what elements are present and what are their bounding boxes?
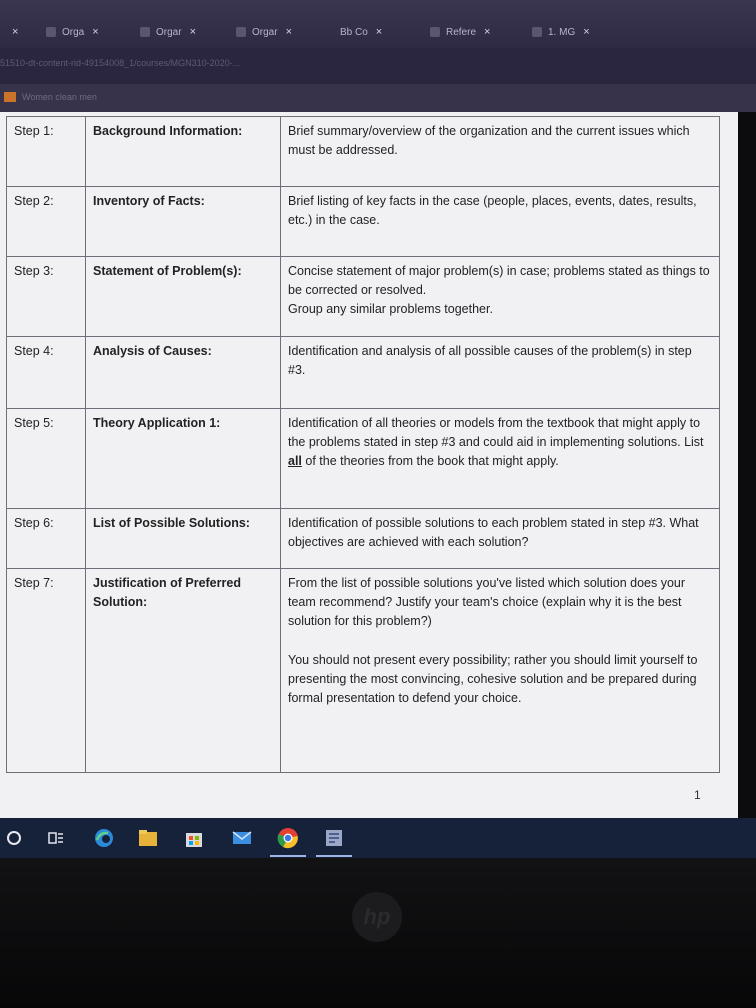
close-icon[interactable]: ×	[583, 26, 590, 38]
url-text: 51510-dt-content-rid-49154008_1/courses/MGN310-2020-...	[0, 58, 241, 68]
browser-tab[interactable]	[46, 22, 99, 42]
tab-favicon-icon	[46, 27, 56, 37]
step-label: Step 6:	[7, 509, 86, 569]
browser-tab[interactable]	[430, 22, 490, 42]
tab-label: Orga	[62, 26, 85, 38]
step-description	[281, 117, 720, 187]
hp-logo: hp	[352, 892, 402, 942]
description-text-part: of the theories from the book that might apply.	[301, 454, 559, 468]
table-row	[7, 409, 720, 509]
case-analysis-table	[6, 116, 720, 773]
table-row	[7, 337, 720, 409]
step-description	[281, 187, 720, 257]
document-page	[0, 112, 738, 818]
close-icon[interactable]: ×	[12, 26, 19, 38]
tab-label: Bb Co	[340, 26, 368, 38]
close-icon[interactable]: ×	[484, 26, 491, 38]
close-icon[interactable]: ×	[285, 26, 292, 38]
tab-favicon-icon	[430, 27, 440, 37]
description-text: Identification and analysis of all possible causes of the problem(s) in step #3.	[288, 344, 692, 377]
active-app-indicator	[270, 855, 306, 857]
table-row	[7, 187, 720, 257]
close-icon[interactable]: ×	[189, 26, 196, 38]
tab-label: Refere	[446, 26, 477, 38]
edge-browser-icon[interactable]	[92, 826, 116, 850]
chrome-icon[interactable]	[276, 826, 300, 850]
bookmark-item[interactable]: Women clean men	[22, 92, 97, 102]
bookmark-folder-icon	[4, 92, 16, 102]
description-text: From the list of possible solutions you've listed which solution does your team recommend? Justify your team's choice (explain why it is the best solution for this problem?)	[288, 576, 686, 628]
description-text	[288, 414, 712, 471]
description-text-part: Identification of all theories or models from the textbook that might apply to the problems stated in step #3 and could aid in implementing solutions. List	[288, 416, 704, 449]
search-circle-icon[interactable]	[2, 826, 26, 850]
browser-tab[interactable]	[236, 22, 292, 42]
description-text: You should not present every possibility; rather you should limit yourself to presenting the most convincing, cohesive solution and be prepared during formal presentation to defend your choice.	[288, 653, 698, 705]
step-label: Step 4:	[7, 337, 86, 409]
step-label: Step 2:	[7, 187, 86, 257]
open-app-indicator	[316, 855, 352, 857]
step-description	[281, 257, 720, 337]
tab-label: 1. MG	[548, 26, 576, 38]
close-icon[interactable]: ×	[375, 26, 383, 38]
document-viewer-icon[interactable]	[322, 826, 346, 850]
browser-tab-bar	[0, 0, 756, 48]
description-text: Group any similar problems together.	[288, 302, 493, 316]
step-title: List of Possible Solutions:	[86, 509, 281, 569]
tab-label: Orgar	[156, 26, 182, 38]
tab-favicon-icon	[140, 27, 150, 37]
description-text: Brief summary/overview of the organization and the current issues which must be addressed.	[288, 124, 690, 157]
step-description	[281, 509, 720, 569]
description-text: Identification of possible solutions to each problem stated in step #3. What objectives are achieved with each solution?	[288, 516, 699, 549]
browser-tab[interactable]	[340, 22, 382, 42]
tab-favicon-icon	[236, 27, 246, 37]
address-bar[interactable]	[0, 48, 756, 84]
table-row	[7, 257, 720, 337]
step-description	[281, 337, 720, 409]
tab-label: Orgar	[252, 26, 278, 38]
bookmarks-bar	[0, 84, 756, 112]
step-label: Step 3:	[7, 257, 86, 337]
browser-tab[interactable]	[532, 22, 590, 42]
step-label: Step 1:	[7, 117, 86, 187]
step-title: Statement of Problem(s):	[86, 257, 281, 337]
description-text: Brief listing of key facts in the case (people, places, events, dates, results, etc.) in the case.	[288, 194, 697, 227]
browser-tab[interactable]	[140, 22, 196, 42]
table-row	[7, 569, 720, 773]
file-explorer-icon[interactable]	[136, 826, 160, 850]
step-description	[281, 409, 720, 509]
microsoft-store-icon[interactable]	[182, 826, 206, 850]
step-title: Background Information:	[86, 117, 281, 187]
table-row	[7, 509, 720, 569]
close-icon[interactable]: ×	[92, 26, 99, 38]
emphasis-text: all	[288, 454, 302, 468]
tab-close-icon-lead[interactable]	[4, 22, 18, 42]
mail-icon[interactable]	[230, 826, 254, 850]
step-label: Step 5:	[7, 409, 86, 509]
step-title: Inventory of Facts:	[86, 187, 281, 257]
step-label: Step 7:	[7, 569, 86, 773]
description-text: Concise statement of major problem(s) in case; problems stated as things to be corrected or resolved.	[288, 264, 710, 297]
step-title: Justification of Preferred Solution:	[86, 569, 281, 773]
table-row	[7, 117, 720, 187]
taskbar	[0, 818, 756, 858]
step-title: Theory Application 1:	[86, 409, 281, 509]
step-description	[281, 569, 720, 773]
step-title: Analysis of Causes:	[86, 337, 281, 409]
page-number: 1	[694, 788, 701, 802]
tab-favicon-icon	[532, 27, 542, 37]
task-view-icon[interactable]	[44, 826, 68, 850]
